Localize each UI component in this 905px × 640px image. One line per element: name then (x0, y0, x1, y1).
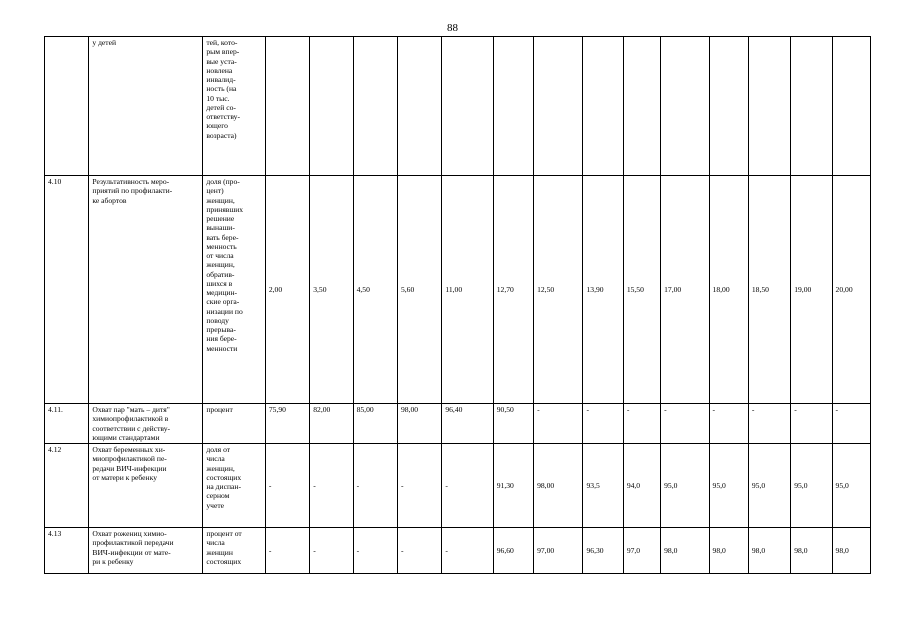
value-cell (353, 37, 397, 176)
value-cell: 20,00 (832, 176, 870, 404)
value-cell (397, 37, 441, 176)
value-cell (265, 37, 309, 176)
value-cell: 17,00 (661, 176, 709, 404)
indicator-name-cell: у детей (89, 37, 203, 176)
value-cell: 12,70 (493, 176, 533, 404)
value-cell: 95,0 (709, 444, 748, 528)
table-row (45, 176, 871, 404)
value-cell: 97,00 (534, 528, 583, 574)
value-cell (748, 37, 790, 176)
value-cell (623, 37, 660, 176)
unit-cell: тей, кото- рым впер- вые уста- новлена инвалид- ность (на 10 тыс. детей со- ответству- ющего возраста) (203, 37, 266, 176)
unit-cell: доля от числа женщин, состоящих на диспан- серном учете (203, 444, 266, 528)
value-cell: 98,0 (748, 528, 790, 574)
row-number-cell: 4.12 (45, 444, 89, 528)
value-cell: - (265, 528, 309, 574)
value-cell: - (661, 404, 709, 444)
value-cell: 96,60 (493, 528, 533, 574)
value-cell (310, 37, 353, 176)
value-cell: 18,00 (709, 176, 748, 404)
value-cell: - (397, 444, 441, 528)
value-cell: 91,30 (493, 444, 533, 528)
value-cell: 13,90 (583, 176, 623, 404)
value-cell: 98,00 (397, 404, 441, 444)
value-cell: 96,30 (583, 528, 623, 574)
value-cell: - (265, 444, 309, 528)
value-cell: 98,0 (791, 528, 832, 574)
table-row (45, 444, 871, 528)
value-cell: - (709, 404, 748, 444)
row-number-cell: 4.13 (45, 528, 89, 574)
value-cell (442, 37, 493, 176)
value-cell: - (353, 528, 397, 574)
value-cell: 98,0 (709, 528, 748, 574)
value-cell (661, 37, 709, 176)
value-cell: 12,50 (534, 176, 583, 404)
value-cell: 95,0 (791, 444, 832, 528)
value-cell: - (832, 404, 870, 444)
value-cell: 85,00 (353, 404, 397, 444)
value-cell: 95,0 (832, 444, 870, 528)
value-cell: 3,50 (310, 176, 353, 404)
value-cell: - (353, 444, 397, 528)
value-cell: 75,90 (265, 404, 309, 444)
value-cell: 90,50 (493, 404, 533, 444)
table-row (45, 37, 871, 176)
value-cell: - (442, 528, 493, 574)
value-cell: - (534, 404, 583, 444)
value-cell: 96,40 (442, 404, 493, 444)
value-cell: 11,00 (442, 176, 493, 404)
value-cell (832, 37, 870, 176)
value-cell (534, 37, 583, 176)
indicator-name-cell: Охват рожениц химио- профилактикой передачи ВИЧ-инфекции от мате- ри к ребенку (89, 528, 203, 574)
table-row (45, 404, 871, 444)
value-cell: 2,00 (265, 176, 309, 404)
value-cell: 98,00 (534, 444, 583, 528)
indicator-name-cell: Охват пар "мать – дитя" химиопрофилактикой в соответствии с действу- ющими стандартами (89, 404, 203, 444)
value-cell: 95,0 (661, 444, 709, 528)
indicators-table (44, 36, 871, 574)
value-cell: - (623, 404, 660, 444)
indicator-name-cell: Охват беременных хи- миопрофилактикой пе- редачи ВИЧ-инфекции от матери к ребенку (89, 444, 203, 528)
value-cell: 93,5 (583, 444, 623, 528)
value-cell: 18,50 (748, 176, 790, 404)
value-cell: 5,60 (397, 176, 441, 404)
value-cell (493, 37, 533, 176)
value-cell: 95,0 (748, 444, 790, 528)
value-cell: - (791, 404, 832, 444)
value-cell (709, 37, 748, 176)
row-number-cell: 4.10 (45, 176, 89, 404)
value-cell (791, 37, 832, 176)
value-cell: 19,00 (791, 176, 832, 404)
row-number-cell: 4.11. (45, 404, 89, 444)
value-cell: - (442, 444, 493, 528)
row-number-cell (45, 37, 89, 176)
value-cell: 94,0 (623, 444, 660, 528)
value-cell: - (748, 404, 790, 444)
unit-cell: доля (про- цент) женщин, принявших решение вынаши- вать бере- менность от числа женщин, обратив- шихся в медицин- ские орга- низации по поводу прерыва- ния бере- менности (203, 176, 266, 404)
value-cell (583, 37, 623, 176)
value-cell: 98,0 (832, 528, 870, 574)
value-cell: - (583, 404, 623, 444)
value-cell: - (397, 528, 441, 574)
unit-cell: процент от числа женщин состоящих (203, 528, 266, 574)
indicator-name-cell: Результативность меро- приятий по профилакти- ке абортов (89, 176, 203, 404)
table-row (45, 528, 871, 574)
unit-cell: процент (203, 404, 266, 444)
value-cell: 15,50 (623, 176, 660, 404)
page-number: 88 (447, 22, 458, 34)
value-cell: 97,0 (623, 528, 660, 574)
value-cell: 4,50 (353, 176, 397, 404)
value-cell: - (310, 444, 353, 528)
value-cell: 98,0 (661, 528, 709, 574)
value-cell: - (310, 528, 353, 574)
value-cell: 82,00 (310, 404, 353, 444)
